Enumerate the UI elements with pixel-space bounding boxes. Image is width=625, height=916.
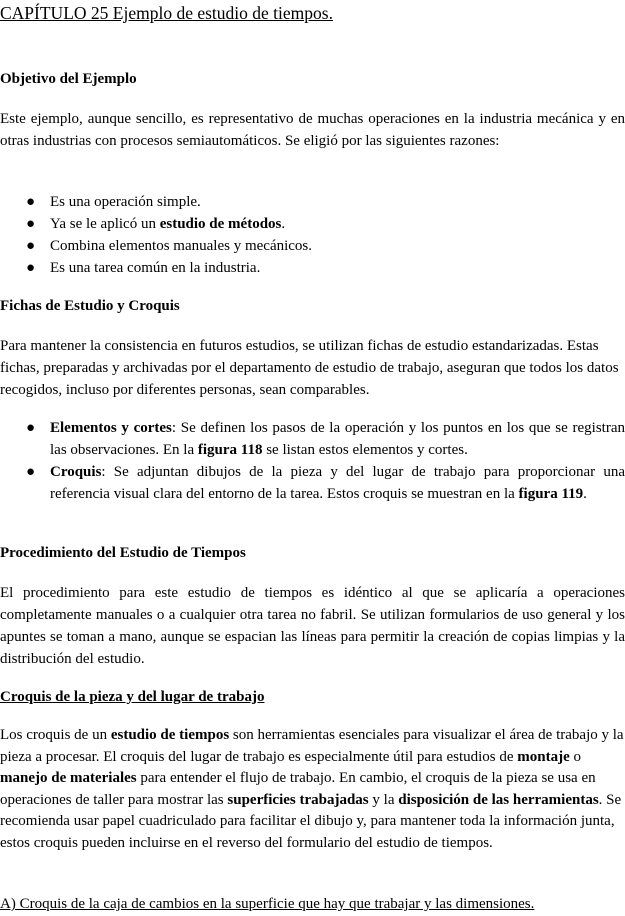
- bold-run: estudio de tiempos: [110, 727, 230, 743]
- paragraph-croquis: [0, 725, 625, 855]
- caption-croquis-a: A) Croquis de la caja de cambios en la superficie que hay que trabajar y las dimensiones.: [0, 896, 535, 912]
- chapter-title: CAPÍTULO 25 Ejemplo de estudio de tiempos.: [0, 3, 333, 23]
- text-run: Los croquis de un: [0, 727, 111, 743]
- list-item-text: Es una operación simple.: [50, 194, 201, 210]
- paragraph-procedimiento: El procedimiento para este estudio de tiempos es idéntico al que se aplicaría a operaciones completamente manuales o a cualquier otra tarea no fabril. Se utilizan formularios de uso general y los apuntes se toman a mano, aunque se espacian las líneas para permitir la creación de copias limpias y la distribución del estudio.: [0, 585, 625, 667]
- text-run: o: [569, 748, 582, 765]
- list-item-razon-3: [0, 235, 625, 257]
- list-razones: [0, 191, 625, 279]
- list-item-razon-2: [0, 213, 625, 235]
- bullet-dot-icon: ●: [26, 420, 36, 436]
- bold-run: montaje: [517, 748, 570, 765]
- paragraph-objetivo-intro: Este ejemplo, aunque sencillo, es representativo de muchas operaciones en la industria mecánica y en otras industrias con procesos semiautomáticos. Se eligió por las siguientes razones:: [0, 111, 625, 149]
- list-item-elementos-cortes: [0, 417, 625, 461]
- heading-croquis: Croquis de la pieza y del lugar de trabajo: [0, 689, 265, 705]
- bullet-dot-icon: ●: [26, 216, 36, 232]
- text-run: son herramientas esenciales para visualizar el área de trabajo y la pieza a procesar. El croquis del lugar de trabajo es especialmente útil para estudios de: [0, 727, 624, 765]
- list-item-text: se listan estos elementos y cortes.: [262, 442, 468, 458]
- bullet-dot-icon: ●: [26, 238, 36, 254]
- bullet-dot-icon: ●: [26, 194, 36, 210]
- term-elementos-cortes: Elementos y cortes: [50, 420, 172, 436]
- list-item-text: Combina elementos manuales y mecánicos.: [50, 238, 313, 254]
- list-item-text: : Se adjuntan dibujos de la pieza y del lugar de trabajo para proporcionar una referencia visual clara del entorno de la tarea. Estos croquis se muestran en la: [50, 464, 625, 502]
- figure-reference: figura 119: [518, 486, 584, 502]
- list-item-text: Ya se le aplicó un: [50, 216, 160, 232]
- heading-fichas: Fichas de Estudio y Croquis: [0, 298, 180, 314]
- text-run: para entender el flujo de trabajo. En cambio, el croquis de la pieza se usa en operaciones de taller para mostrar las: [0, 770, 596, 808]
- list-item-razon-1: [0, 191, 625, 213]
- text-run: y la: [368, 791, 399, 808]
- text-run: . Se recomienda usar papel cuadriculado para facilitar el dibujo y, para mantener toda la información junta, estos croquis pueden incluirse en el reverso del formulario del estudio de tiempos.: [0, 791, 622, 851]
- bold-run: disposición de las herramientas: [398, 791, 599, 808]
- paragraph-fichas: Para mantener la consistencia en futuros estudios, se utilizan fichas de estudio estandarizadas. Estas fichas, preparadas y archivadas por el departamento de estudio de trabajo, aseguran que todos los datos recogidos, incluso por diferentes personas, sean comparables.: [0, 338, 619, 398]
- list-item-croquis: [0, 461, 625, 505]
- bold-run: manejo de materiales: [0, 770, 137, 787]
- figure-reference: figura 118: [197, 442, 263, 458]
- list-item-text: : Se definen los pasos de la operación y los puntos en los que se registran las observaciones. En la: [50, 420, 625, 458]
- list-item-text: .: [583, 486, 587, 502]
- list-fichas: [0, 417, 625, 505]
- term-croquis: Croquis: [50, 464, 102, 480]
- bold-run: superficies trabajadas: [227, 791, 369, 808]
- list-item-bold-text: estudio de métodos: [159, 216, 282, 232]
- list-item-text: .: [281, 216, 286, 232]
- heading-procedimiento: Procedimiento del Estudio de Tiempos: [0, 545, 246, 561]
- bullet-dot-icon: ●: [26, 464, 36, 480]
- list-item-razon-4: [0, 257, 625, 279]
- bullet-dot-icon: ●: [26, 260, 36, 276]
- heading-objetivo: Objetivo del Ejemplo: [0, 71, 137, 87]
- list-item-text: Es una tarea común en la industria.: [50, 260, 261, 276]
